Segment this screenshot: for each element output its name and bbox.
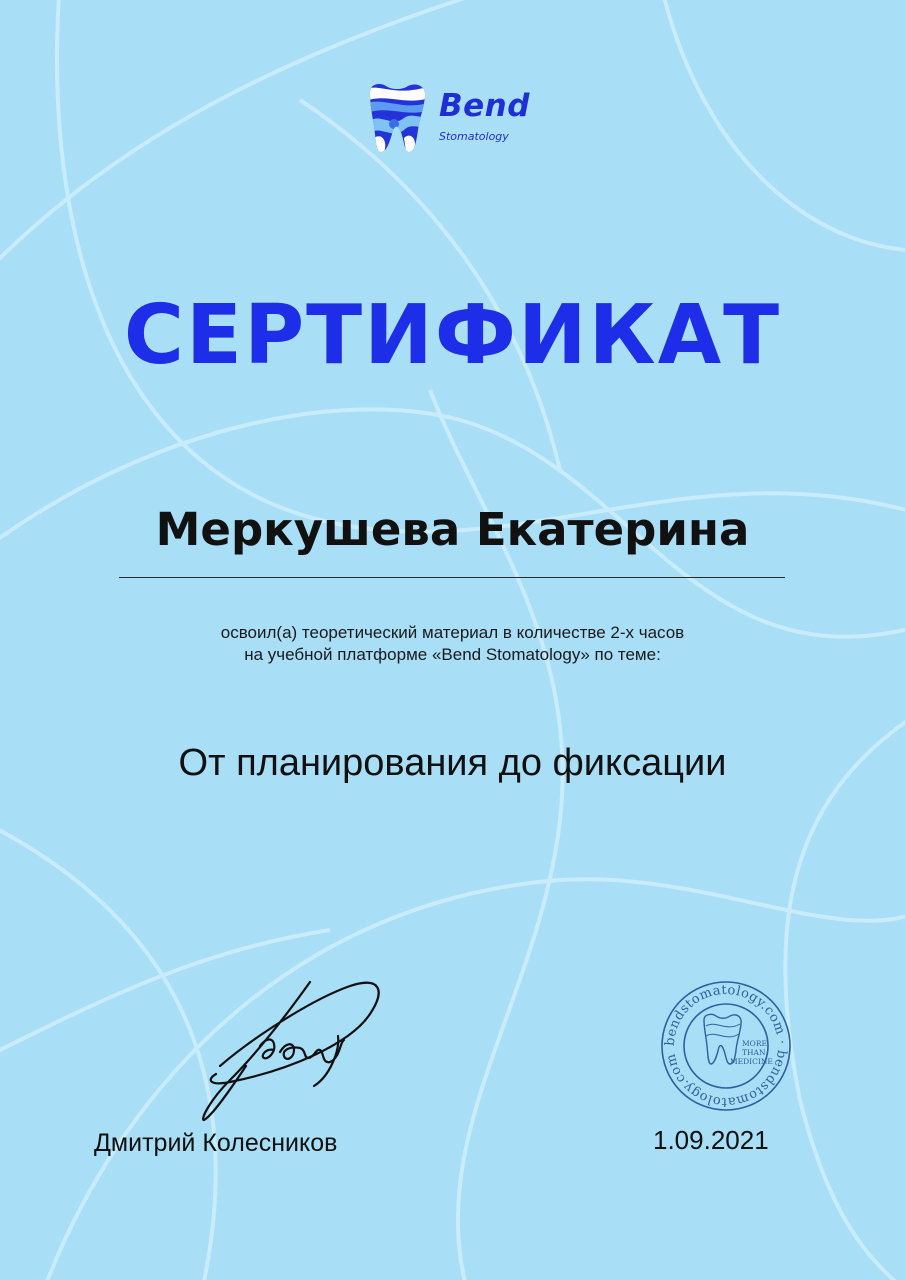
course-topic: От планирования до фиксации — [178, 742, 727, 784]
certificate-title: СЕРТИФИКАТ — [123, 288, 782, 383]
name-underline — [119, 577, 785, 578]
stamp-line-3: MEDICINE — [730, 1057, 773, 1066]
bend-logo — [364, 82, 554, 154]
description-line-1: освоил(а) теоретический материал в количестве 2-х часов — [220, 623, 685, 642]
stamp-line-1: MORE — [742, 1039, 767, 1048]
certificate-description — [0, 622, 905, 666]
description-line-2: на учебной платформе «Bend Stomatology» по теме: — [244, 645, 661, 664]
logo-brand-text: Bend — [439, 88, 530, 124]
stamp-line-2: THAN — [742, 1048, 766, 1057]
stamp-seal — [658, 978, 794, 1114]
signature-icon — [190, 970, 390, 1130]
recipient-name: Меркушева Екатерина — [155, 503, 750, 556]
tooth-logo-icon — [364, 82, 430, 154]
logo-subtitle: Stomatology — [439, 130, 509, 143]
svg-text:bendstomatology.com · bendstom: bendstomatology.com · bendstomatology.com — [662, 982, 790, 1110]
signer-name: Дмитрий Колесников — [94, 1129, 338, 1157]
certificate-date: 1.09.2021 — [653, 1125, 769, 1155]
